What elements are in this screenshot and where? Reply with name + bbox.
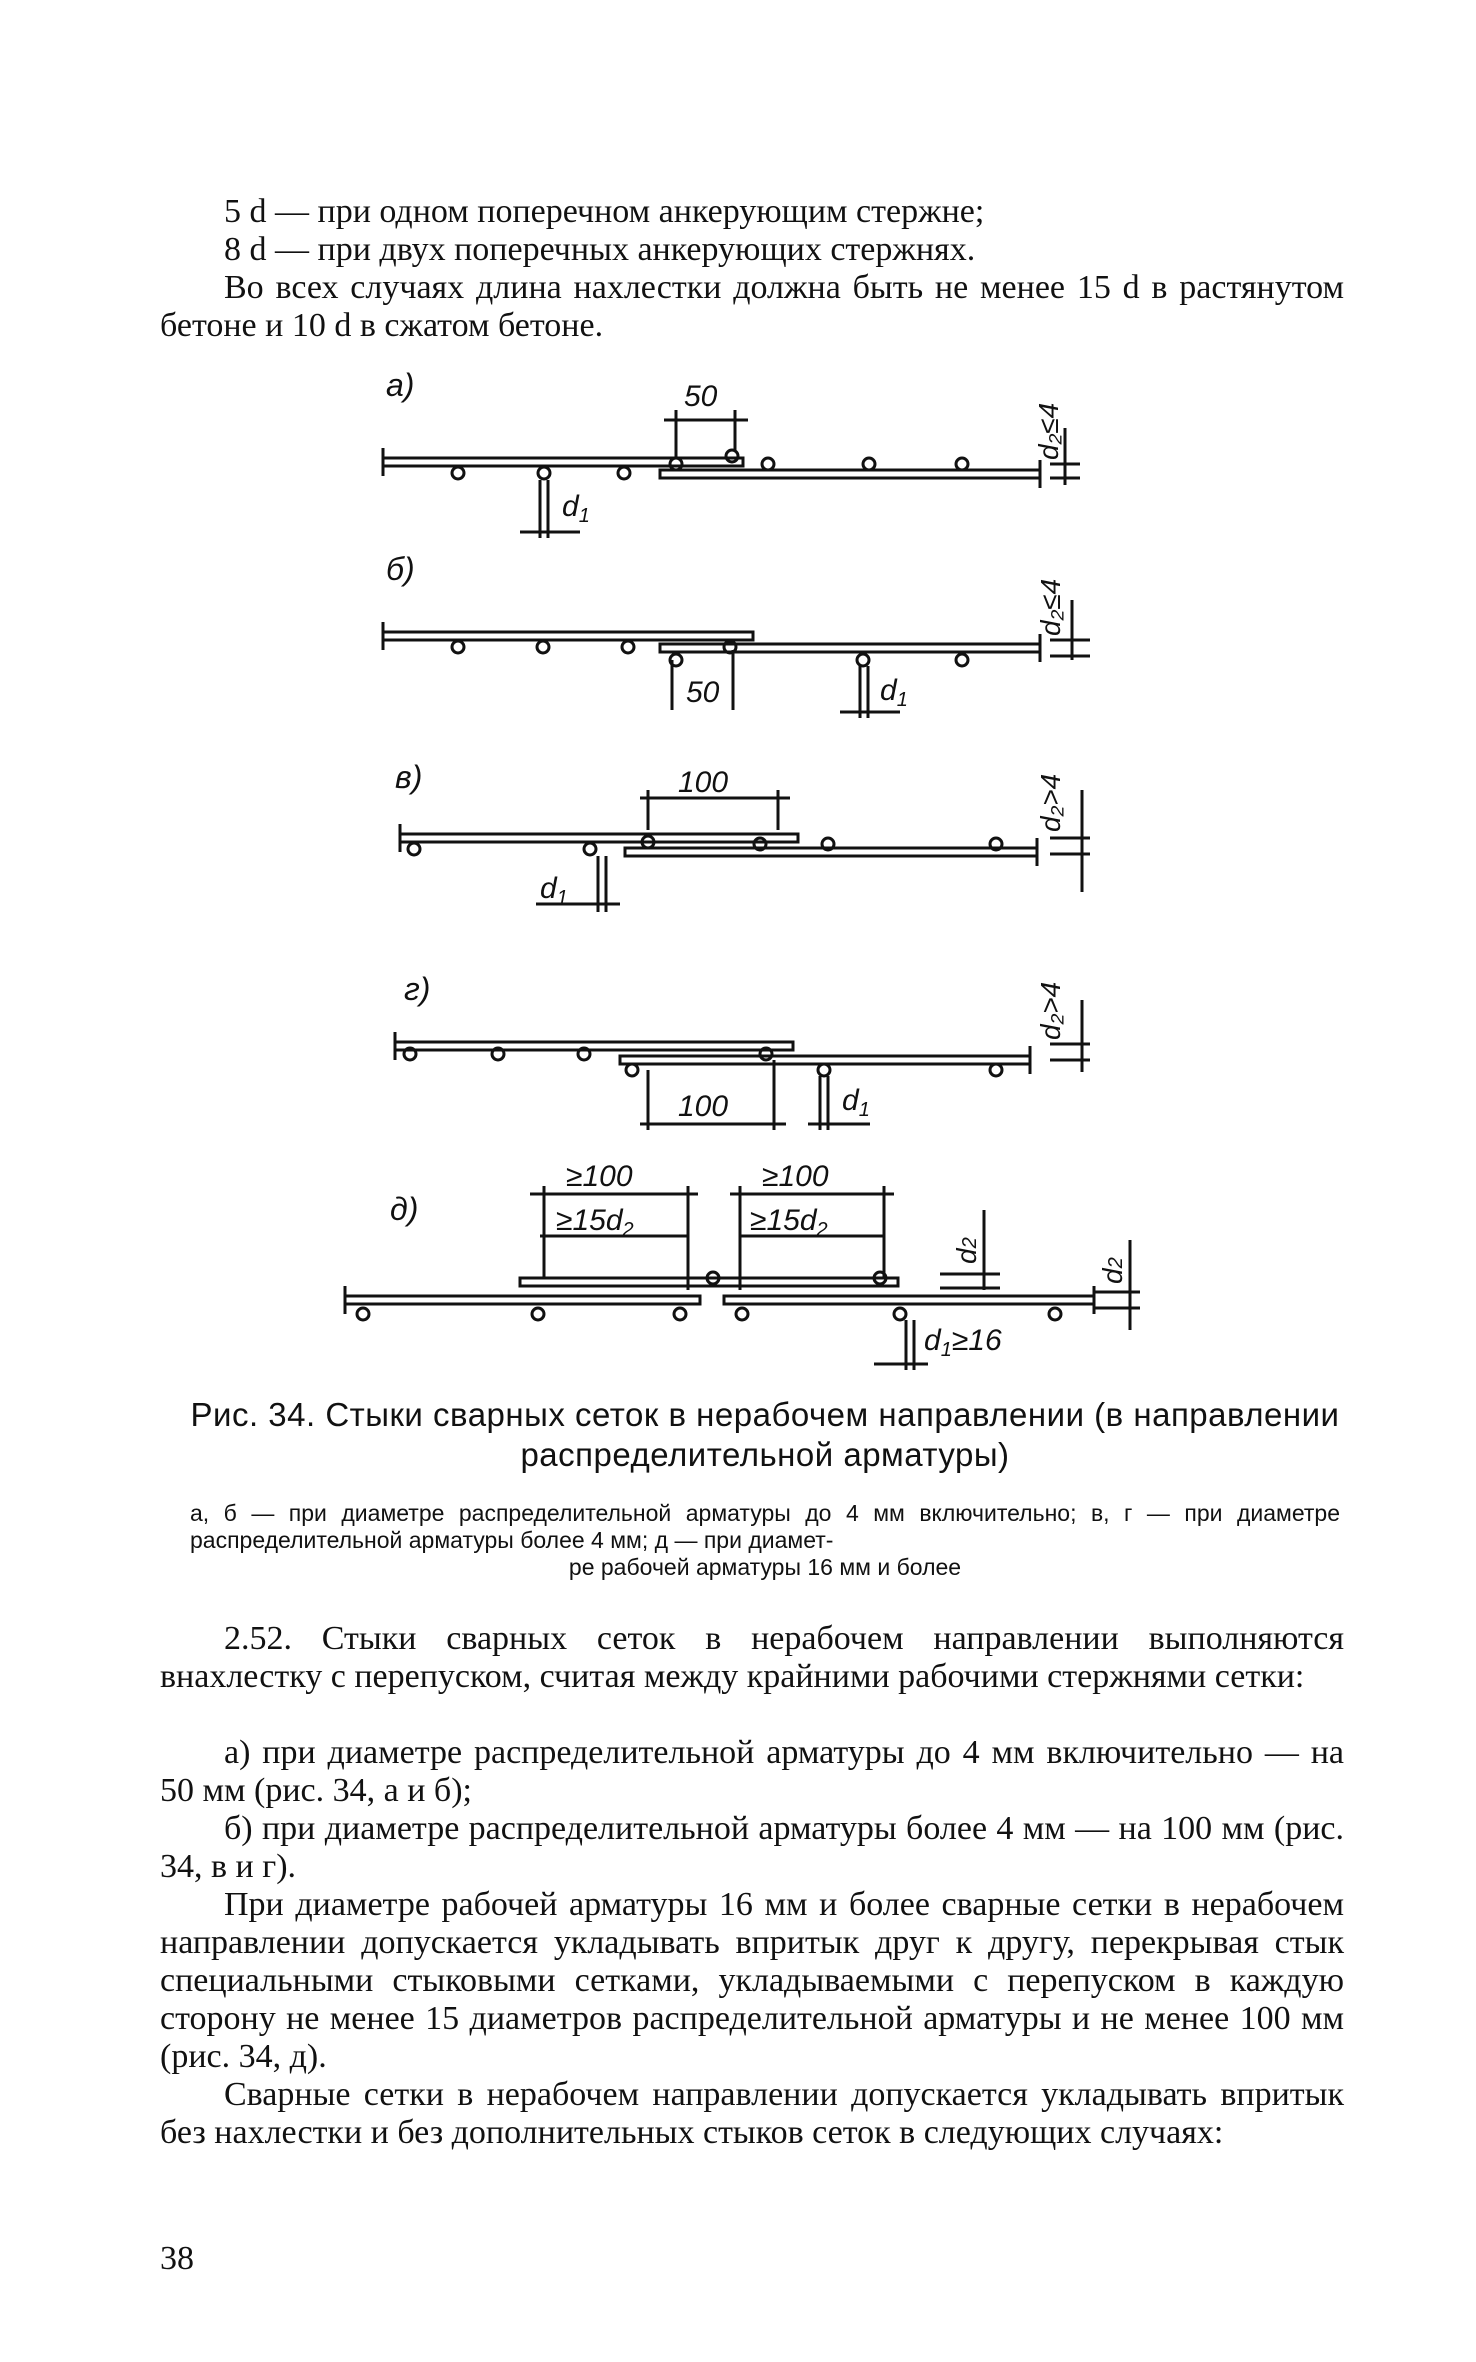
d2-d-outer: d2 — [1097, 1257, 1128, 1284]
body-paragraph-cases: Сварные сетки в нерабочем направлении допускается укладывать впритык без нахлестки и без дополнительных стыков сеток в следующих случаях: — [160, 2076, 1344, 2151]
d1-b: $d_1$ — [880, 674, 908, 711]
panel-b — [383, 551, 1090, 718]
figure-caption: Рис. 34. Стыки сварных сеток в нерабочем направлении (в направлении распределительной арматуры) — [190, 1396, 1340, 1473]
d1-a: $d_1$ — [562, 490, 590, 527]
body-item-a: а) при диаметре распределительной арматуры до 4 мм включительно — на 50 мм (рис. 34, а и б); — [160, 1734, 1344, 1809]
body-paragraph-butt: При диаметре рабочей арматуры 16 мм и более сварные сетки в нерабочем направлении допускается укладывать впритык друг к другу, перекрывая стык специальными стыковыми сетками, укладываемыми с перепуском в каждую сторону не менее 15 диаметров распределительной арматуры и не менее 100 мм (рис. 34, д). — [160, 1886, 1344, 2075]
body-paragraph-2-52: 2.52. Стыки сварных сеток в нерабочем направлении выполняются внахлестку с перепуском, считая между крайними рабочими стержнями сетки: — [160, 1620, 1344, 1695]
dim-100-v: 100 — [678, 766, 729, 799]
panel-g-label: г) — [404, 971, 431, 1007]
dim-ge100-right: ≥100 — [762, 1160, 829, 1193]
panel-d-label: д) — [390, 1191, 419, 1227]
body-item-b: б) при диаметре распределительной арматуры более 4 мм — на 100 мм (рис. 34, в и г). — [160, 1810, 1344, 1885]
dim-100-g: 100 — [678, 1090, 729, 1123]
intro-paragraph: Во всех случаях длина нахлестки должна быть не менее 15 d в растянутом бетоне и 10 d в сжатом бетоне. — [160, 269, 1344, 344]
panel-b-label: б) — [386, 551, 415, 587]
d2-g: d₂>4 — [1035, 981, 1066, 1040]
d1-v: $d_1$ — [540, 872, 568, 909]
d1-d: $d_1\ge 16$ — [924, 1324, 1002, 1361]
panel-a-label: a) — [386, 367, 415, 403]
panel-v — [395, 759, 1090, 912]
panel-g — [395, 971, 1090, 1130]
d2-v: d₂>4 — [1035, 773, 1066, 832]
intro-line-2: 8 d — при двух поперечных анкерующих стержнях. — [224, 231, 976, 268]
d2-a: d₂≤4 — [1033, 402, 1064, 460]
dim-ge100-left: ≥100 — [566, 1160, 633, 1193]
dim-50-a: 50 — [684, 380, 718, 413]
dim-50-b: 50 — [686, 676, 720, 709]
figure-legend-end: ре рабочей арматуры 16 мм и более — [568, 1554, 962, 1580]
page-number: 38 — [160, 2240, 194, 2277]
figure-legend-main: а, б — при диаметре распределительной арматуры до 4 мм включительно; в, г — при диаметре распределительной арматуры более 4 мм; д — при диамет- — [190, 1500, 1340, 1553]
panel-v-label: в) — [395, 759, 423, 795]
d2-d-inner: d2 — [951, 1237, 982, 1264]
dim-15d2-left: $\ge 15d_2$ — [556, 1204, 634, 1241]
intro-line-1: 5 d — при одном поперечном анкерующим стержне; — [224, 193, 985, 230]
panel-d — [345, 1160, 1140, 1370]
d2-b: d₂≤4 — [1035, 578, 1066, 636]
d1-g: $d_1$ — [842, 1084, 870, 1121]
dim-15d2-right: $\ge 15d_2$ — [750, 1204, 828, 1241]
figure-34-drawing — [0, 360, 1476, 1390]
panel-a — [383, 367, 1080, 538]
figure-legend — [190, 1500, 1340, 1581]
